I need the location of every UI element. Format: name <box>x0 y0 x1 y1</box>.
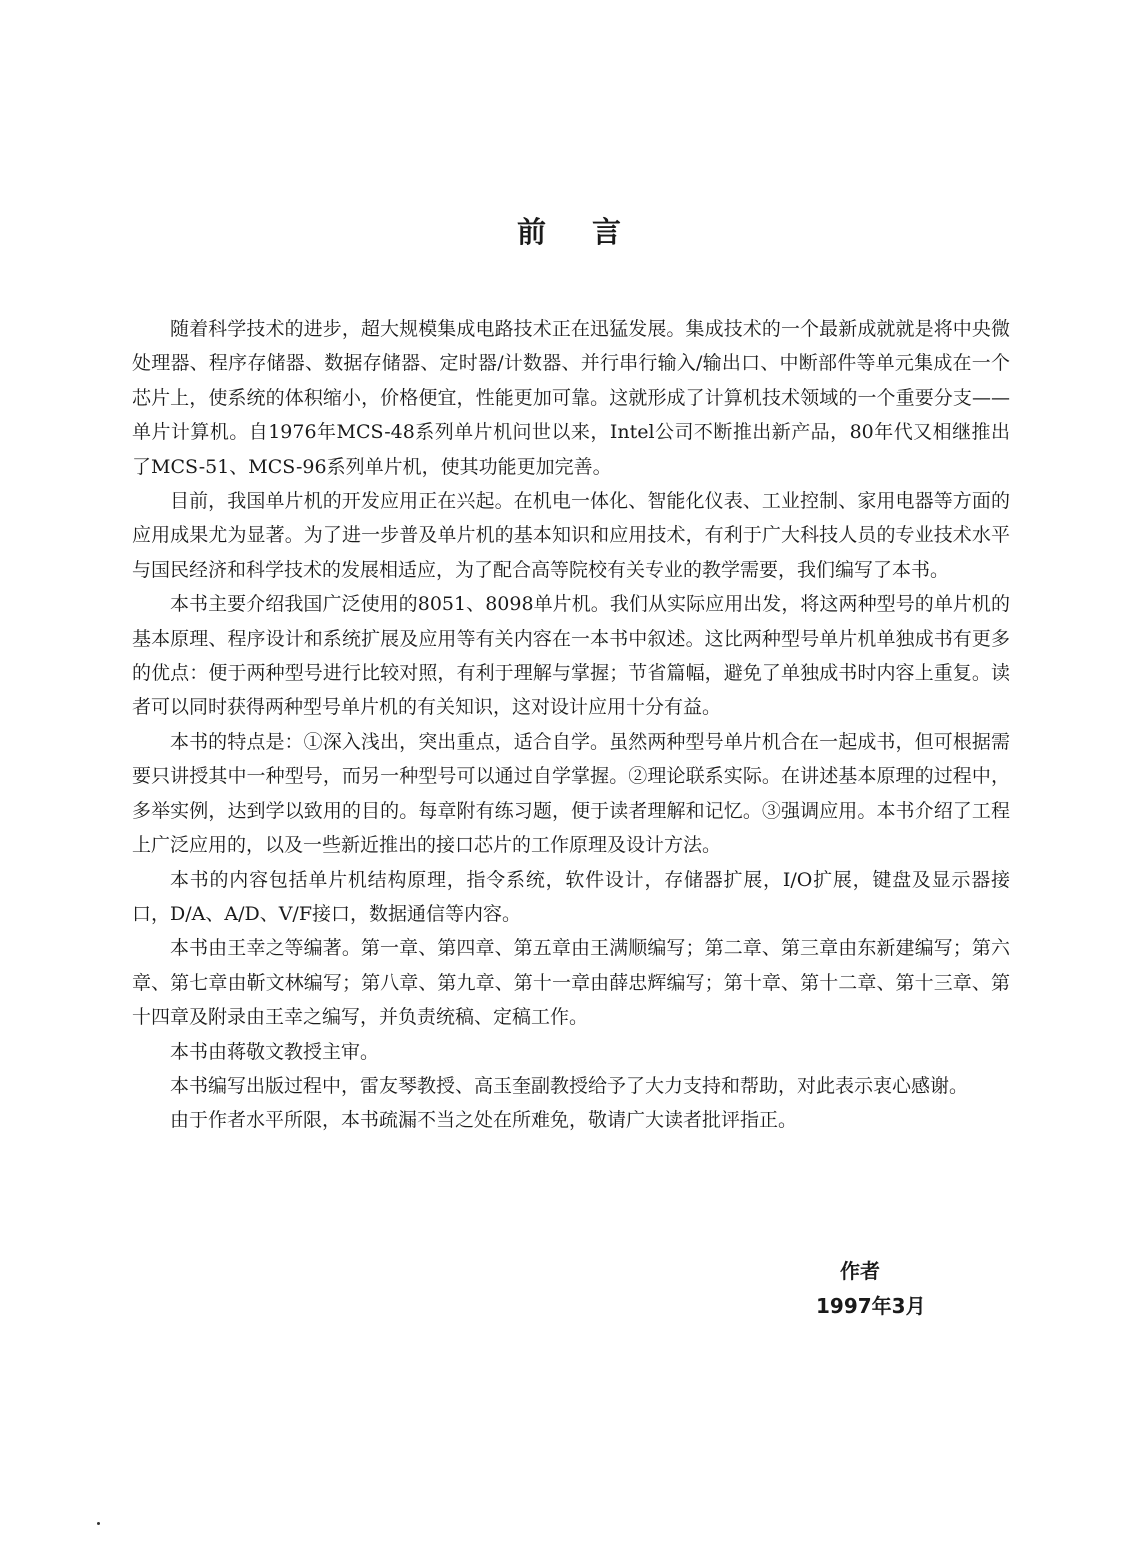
paragraph-1: 随着科学技术的进步，超大规模集成电路技术正在迅猛发展。集成技术的一个最新成就就是将中央微处理器、程序存储器、数据存储器、定时器/计数器、并行串行输入/输出口、中断部件等单元集成在一个芯片上，使系统的体积缩小，价格便宜，性能更加可靠。这就形成了计算机技术领域的一个重要分支——单片计算机。自1976年MCS-48系列单片机问世以来，Intel公司不断推出新产品，80年代又相继推出了MCS-51、MCS-96系列单片机，使其功能更加完善。 <box>132 318 1010 478</box>
paragraph-7: 本书由蒋敬文教授主审。 <box>170 1040 380 1063</box>
paragraph-6: 本书由王幸之等编著。第一章、第四章、第五章由王满顺编写；第二章、第三章由东新建编写；第六章、第七章由靳文林编写；第八章、第九章、第十一章由薛忠辉编写；第十章、第十二章、第十三章、第十四章及附录由王幸之编写，并负责统稿、定稿工作。 <box>132 937 1010 1029</box>
signature-date: 1997年3月 <box>816 1294 926 1318</box>
paragraph-2: 目前，我国单片机的开发应用正在兴起。在机电一体化、智能化仪表、工业控制、家用电器等方面的应用成果尤为显著。为了进一步普及单片机的基本知识和应用技术，有利于广大科技人员的专业技术水平与国民经济和科学技术的发展相适应，为了配合高等院校有关专业的教学需要，我们编写了本书。 <box>132 490 1010 581</box>
paragraph-3: 本书主要介绍我国广泛使用的8051、8098单片机。我们从实际应用出发，将这两种型号的单片机的基本原理、程序设计和系统扩展及应用等有关内容在一本书中叙述。这比两种型号单片机单独成书有更多的优点：便于两种型号进行比较对照，有利于理解与掌握；节省篇幅，避免了单独成书时内容上重复。读者可以同时获得两种型号单片机的有关知识，这对设计应用十分有益。 <box>132 593 1010 719</box>
paragraph-9: 由于作者水平所限，本书疏漏不当之处在所难免，敬请广大读者批评指正。 <box>170 1109 798 1132</box>
page-title: 前言 <box>516 215 667 249</box>
signature-author: 作者 <box>840 1259 880 1283</box>
paragraph-8: 本书编写出版过程中，雷友琴教授、高玉奎副教授给予了大力支持和帮助，对此表示衷心感谢。 <box>170 1074 969 1097</box>
scan-speck <box>97 1522 100 1525</box>
paragraph-5: 本书的内容包括单片机结构原理，指令系统，软件设计，存储器扩展，I/O扩展，键盘及显示器接口，D/A、A/D、V/F接口，数据通信等内容。 <box>132 868 1010 925</box>
preface-body <box>132 312 1010 1138</box>
paragraph-4: 本书的特点是：①深入浅出，突出重点，适合自学。虽然两种型号单片机合在一起成书，但可根据需要只讲授其中一种型号，而另一种型号可以通过自学掌握。②理论联系实际。在讲述基本原理的过程中，多举实例，达到学以致用的目的。每章附有练习题，便于读者理解和记忆。③强调应用。本书介绍了工程上广泛应用的，以及一些新近推出的接口芯片的工作原理及设计方法。 <box>132 730 1010 857</box>
